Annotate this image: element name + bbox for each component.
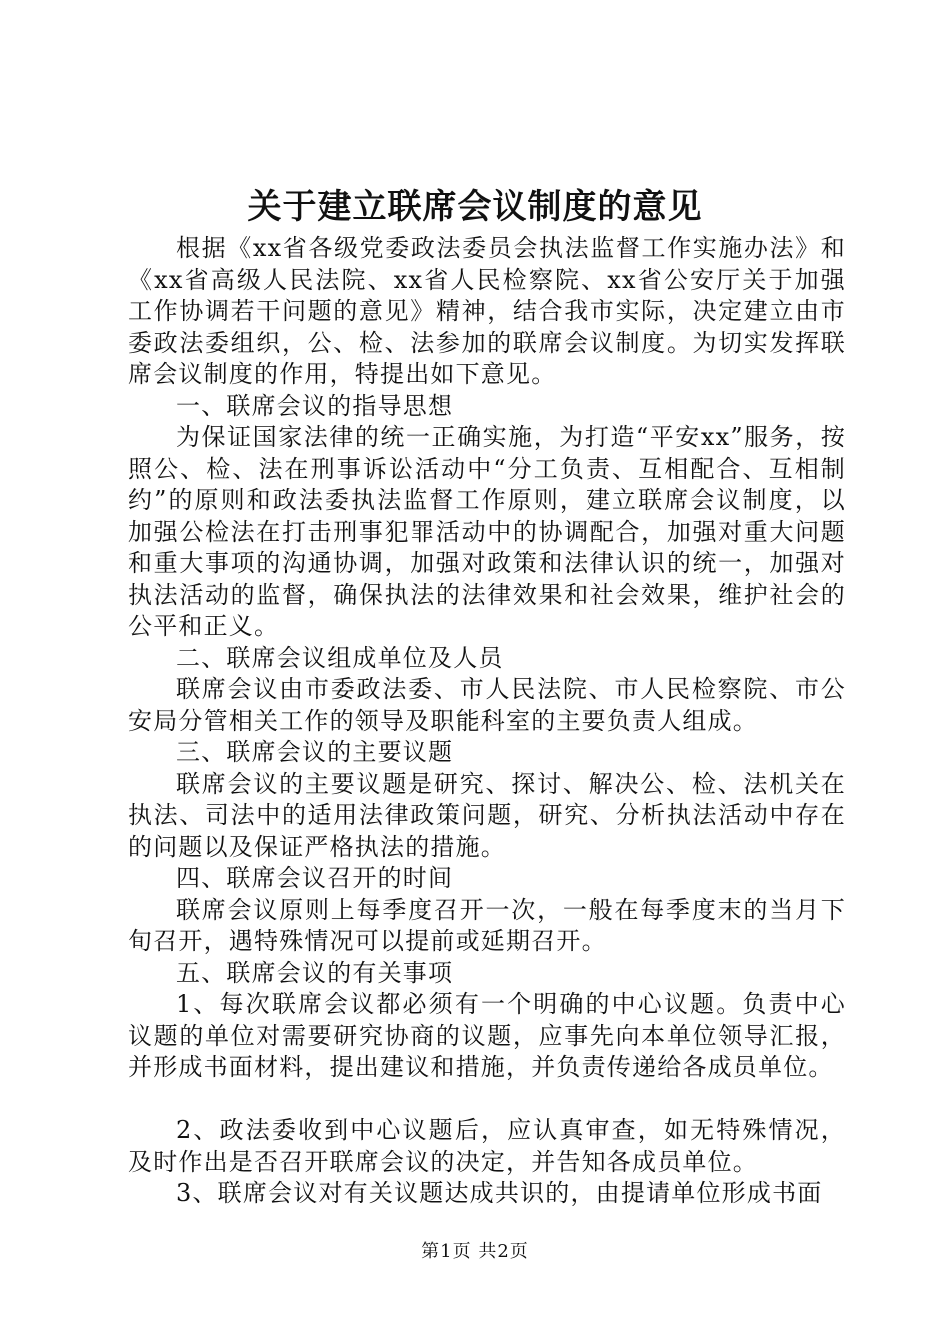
section-heading-2: 二、联席会议组成单位及人员 xyxy=(176,643,504,672)
paragraph-item-2: 2、政法委收到中心议题后，应认真审查，如无特殊情况，及时作出是否召开联席会议的决定，并告知各成员单位。 xyxy=(128,1116,846,1176)
paragraph-item-3: 3、联席会议对有关议题达成共识的，由提请单位形成书面 xyxy=(176,1179,823,1207)
section-heading-3: 三、联席会议的主要议题 xyxy=(176,738,454,766)
paragraph-item-1: 1、每次联席会议都必须有一个明确的中心议题。负责中心议题的单位对需要研究协商的议题，应事先向本单位领导汇报，并形成书面材料，提出建议和措施，并负责传递给各成员单位。 xyxy=(128,990,846,1081)
document-title: 关于建立联席会议制度的意见 xyxy=(247,187,703,227)
section-heading-4: 四、联席会议召开的时间 xyxy=(176,864,454,892)
section-heading-1: 一、联席会议的指导思想 xyxy=(176,391,454,420)
document-body xyxy=(128,233,846,1210)
section-heading-5: 五、联席会议的有关事项 xyxy=(176,958,454,987)
paragraph-guiding-thought: 为保证国家法律的统一正确实施，为打造“平安xx”服务，按照公、检、法在刑事诉讼活动中“分工负责、互相配合、互相制约”的原则和政法委执法监督工作原则，建立联席会议制度，以加强公检法在打击刑事犯罪活动中的协调配合，加强对重大问题和重大事项的沟通协调，加强对政策和法律认识的统一，加强对执法活动的监督，确保执法的法律效果和社会效果，维护社会的公平和正义。 xyxy=(128,423,846,640)
paragraph-members: 联席会议由市委政法委、市人民法院、市人民检察院、市公安局分管相关工作的领导及职能科室的主要负责人组成。 xyxy=(128,675,846,735)
paragraph-main-topics: 联席会议的主要议题是研究、探讨、解决公、检、法机关在执法、司法中的适用法律政策问题，研究、分析执法活动中存在的问题以及保证严格执法的措施。 xyxy=(128,769,846,861)
paragraph-meeting-time: 联席会议原则上每季度召开一次，一般在每季度末的当月下旬召开，遇特殊情况可以提前或延期召开。 xyxy=(128,895,846,955)
paragraph-intro: 根据《xx省各级党委政法委员会执法监督工作实施办法》和《xx省高级人民法院、xx省人民检察院、xx省公安厅关于加强工作协调若干问题的意见》精神，结合我市实际，决定建立由市委政法委组织，公、检、法参加的联席会议制度。为切实发挥联席会议制度的作用，特提出如下意见。 xyxy=(128,234,846,388)
page-number: 第1页 共2页 xyxy=(421,1241,529,1262)
